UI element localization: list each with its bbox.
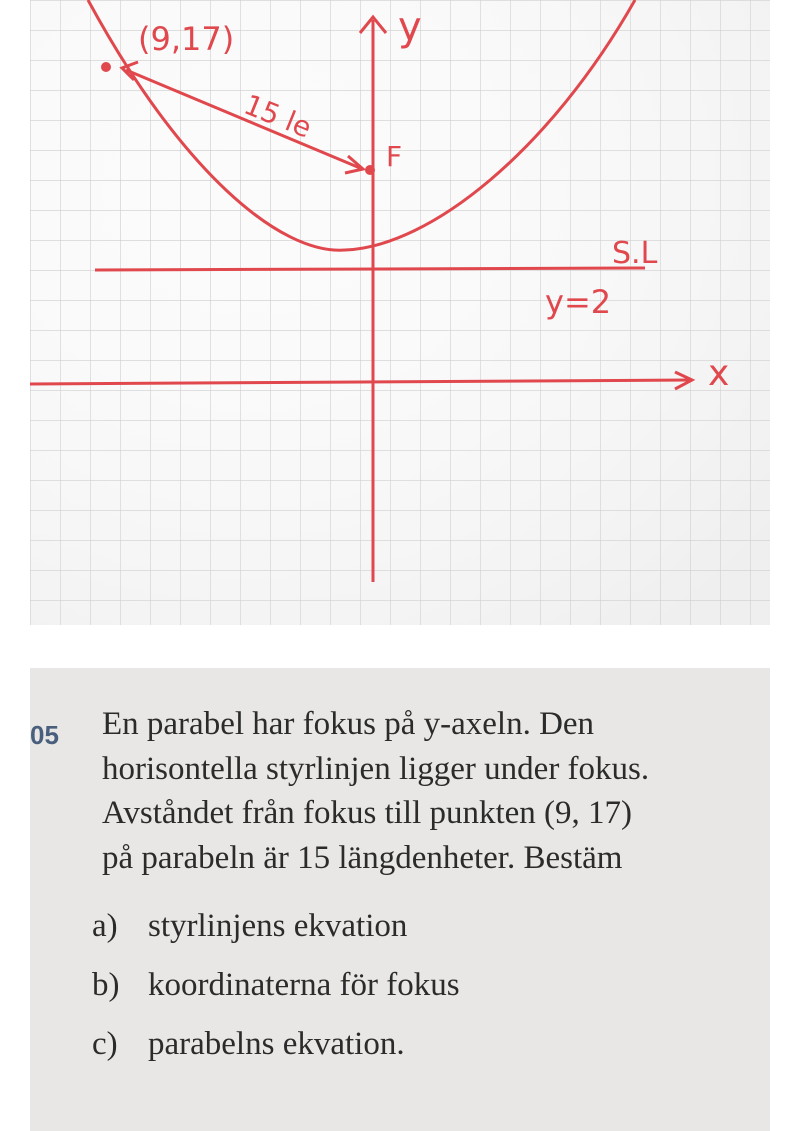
distance-label: 15 le xyxy=(239,87,317,145)
point-label: (9,17) xyxy=(138,20,235,58)
problem-number: 05 xyxy=(30,720,59,750)
subtask-list xyxy=(92,908,460,1085)
subtask-text: parabelns ekvation. xyxy=(148,1026,405,1062)
directrix-label: S.L xyxy=(612,236,658,271)
problem-line: horisontella styrlinjen ligger under fokus. xyxy=(102,750,650,787)
sketch-canvas xyxy=(30,0,770,625)
focus-point xyxy=(365,165,375,175)
problem-line: Avståndet från fokus till punkten (9, 17) xyxy=(102,795,633,831)
parabola-point xyxy=(101,62,111,72)
paper-shading xyxy=(30,0,770,625)
focus-label: F xyxy=(386,140,403,173)
subtask-b xyxy=(92,967,460,1026)
subtask-c xyxy=(92,1026,460,1085)
textbook-excerpt xyxy=(30,668,770,1131)
problem-line: på parabeln är 15 längdenheter. Bestäm xyxy=(102,839,623,876)
subtask-letter: b) xyxy=(92,967,120,1003)
directrix-line xyxy=(95,268,645,270)
subtask-text: styrlinjens ekvation xyxy=(148,908,408,944)
sketch-photo xyxy=(30,0,770,625)
subtask-text: koordinaterna för fokus xyxy=(148,967,460,1003)
subtask-letter: a) xyxy=(92,908,118,944)
x-axis-label: x xyxy=(708,353,730,394)
directrix-equation: y=2 xyxy=(545,283,612,321)
problem-statement xyxy=(102,702,762,880)
subtask-letter: c) xyxy=(92,1026,118,1062)
problem-line: En parabel har fokus på y-axeln. Den xyxy=(102,706,595,742)
subtask-a xyxy=(92,908,460,967)
y-axis-label: y xyxy=(398,4,422,50)
